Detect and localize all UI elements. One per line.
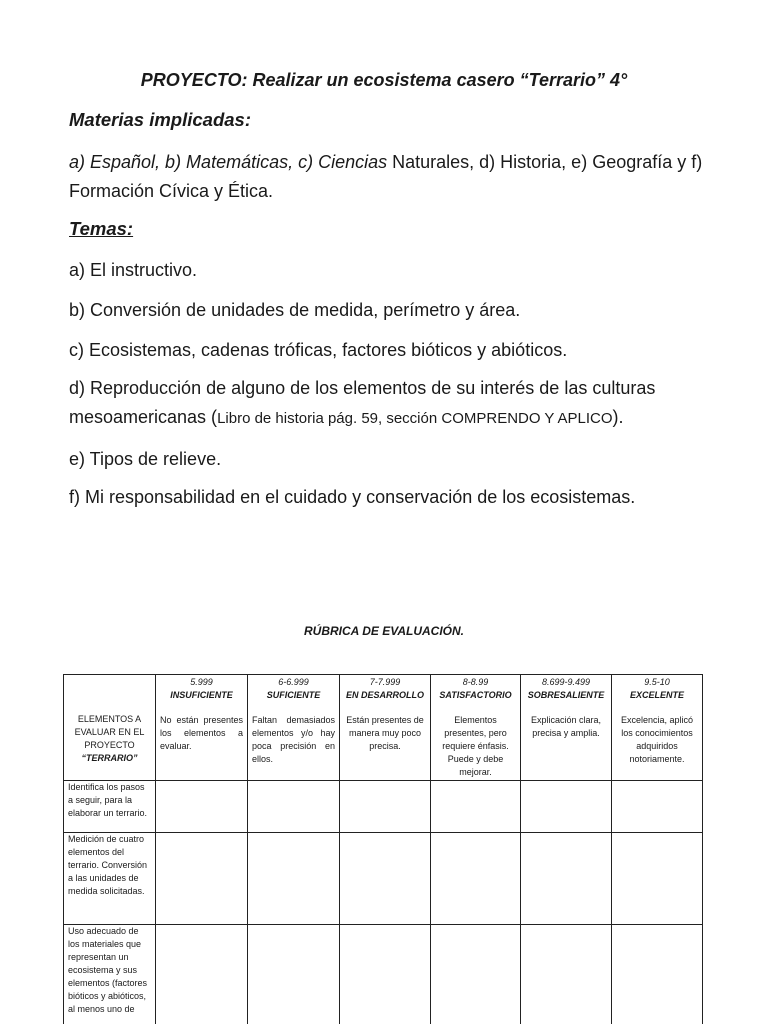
tema-b: b) Conversión de unidades de medida, perímetro y área. xyxy=(69,300,521,320)
score-cell xyxy=(612,833,703,925)
score-cell xyxy=(248,833,340,925)
rubric-header-elements xyxy=(64,675,156,781)
level-name: SUFICIENTE xyxy=(266,690,321,700)
rubric-level-insuficiente xyxy=(156,675,248,781)
rubric-level-satisfactorio xyxy=(431,675,521,781)
level-description: No están presentes los elementos a evaluar. xyxy=(160,715,243,751)
rubric-element-cell: Medición de cuatro elementos del terrario. Conversión a las unidades de medida solicitadas. xyxy=(64,833,156,925)
level-range: 8-8.99 xyxy=(462,677,489,687)
materias-italic: a) Español, b) Matemáticas, c) Ciencias xyxy=(69,152,388,172)
tema-d xyxy=(69,374,739,433)
tema-d-end: ). xyxy=(612,407,624,427)
rubric-table xyxy=(63,674,703,1024)
tema-f: f) Mi responsabilidad en el cuidado y conservación de los ecosistemas. xyxy=(69,487,636,507)
score-cell xyxy=(248,925,340,1024)
tema-a: a) El instructivo. xyxy=(69,260,198,280)
level-range: 6-6.999 xyxy=(278,677,309,687)
score-cell xyxy=(521,925,612,1024)
rubric-level-excelente xyxy=(612,675,703,781)
level-name: SOBRESALIENTE xyxy=(527,690,605,700)
score-cell xyxy=(612,781,703,833)
level-description: Elementos presentes, pero requiere énfasis. Puede y debe mejorar. xyxy=(442,715,509,777)
temas-label: Temas: xyxy=(69,218,134,239)
table-row xyxy=(64,781,703,833)
score-cell xyxy=(156,833,248,925)
score-cell xyxy=(340,925,431,1024)
rubric-element-cell: Identifica los pasos a seguir, para la elaborar un terrario. xyxy=(64,781,156,833)
level-description: Faltan demasiados elementos y/o hay poca precisión en ellos. xyxy=(252,715,335,764)
tema-d-reference: Libro de historia pág. 59, sección COMPRENDO Y APLICO xyxy=(217,410,613,427)
rubric-level-sobresaliente xyxy=(521,675,612,781)
materias-rest: Naturales, d) Historia, e) Geografía y f) Formación Cívica y Ética. xyxy=(69,152,703,201)
table-row xyxy=(64,833,703,925)
level-description: Explicación clara, precisa y amplia. xyxy=(530,715,602,738)
level-description: Excelencia, aplicó los conocimientos adquiridos notoriamente. xyxy=(620,715,694,764)
rubric-title: RÚBRICA DE EVALUACIÓN. xyxy=(303,624,464,638)
score-cell xyxy=(431,925,521,1024)
level-range: 7-7.999 xyxy=(369,677,401,687)
materias-text xyxy=(69,148,739,206)
tema-c: c) Ecosistemas, cadenas tróficas, factores bióticos y abióticos. xyxy=(69,340,568,360)
level-name: EN DESARROLLO xyxy=(345,690,424,700)
score-cell xyxy=(521,833,612,925)
rubric-header-row xyxy=(64,675,703,781)
tema-e: e) Tipos de relieve. xyxy=(69,449,222,469)
score-cell xyxy=(521,781,612,833)
level-description: Están presentes de manera muy poco precisa. xyxy=(346,715,424,751)
rubric-level-en-desarrollo xyxy=(340,675,431,781)
score-cell xyxy=(431,781,521,833)
score-cell xyxy=(248,781,340,833)
rubric-element-cell: Uso adecuado de los materiales que representan un ecosistema y sus elementos (factores bióticos y abióticos, al menos uno de xyxy=(64,925,156,1024)
level-range: 5.999 xyxy=(190,677,213,687)
materias-label: Materias implicadas: xyxy=(69,109,251,130)
level-name: SATISFACTORIO xyxy=(439,690,512,700)
rubric-header-project-name: “TERRARIO” xyxy=(81,753,138,763)
level-range: 8.699-9.499 xyxy=(541,677,591,687)
level-name: INSUFICIENTE xyxy=(170,690,233,700)
score-cell xyxy=(340,833,431,925)
level-name: EXCELENTE xyxy=(629,690,684,700)
score-cell xyxy=(156,781,248,833)
tema-d-text: d) Reproducción de alguno de los elementos de su interés de las culturas mesoamericanas ( xyxy=(69,378,656,427)
score-cell xyxy=(612,925,703,1024)
score-cell xyxy=(431,833,521,925)
rubric-level-suficiente xyxy=(248,675,340,781)
rubric-header-elements-label: ELEMENTOS A EVALUAR EN EL PROYECTO xyxy=(74,714,145,750)
score-cell xyxy=(340,781,431,833)
table-row xyxy=(64,925,703,1024)
document-title: PROYECTO: Realizar un ecosistema casero “Terrario” 4° xyxy=(140,70,628,90)
level-range: 9.5-10 xyxy=(644,677,670,687)
score-cell xyxy=(156,925,248,1024)
